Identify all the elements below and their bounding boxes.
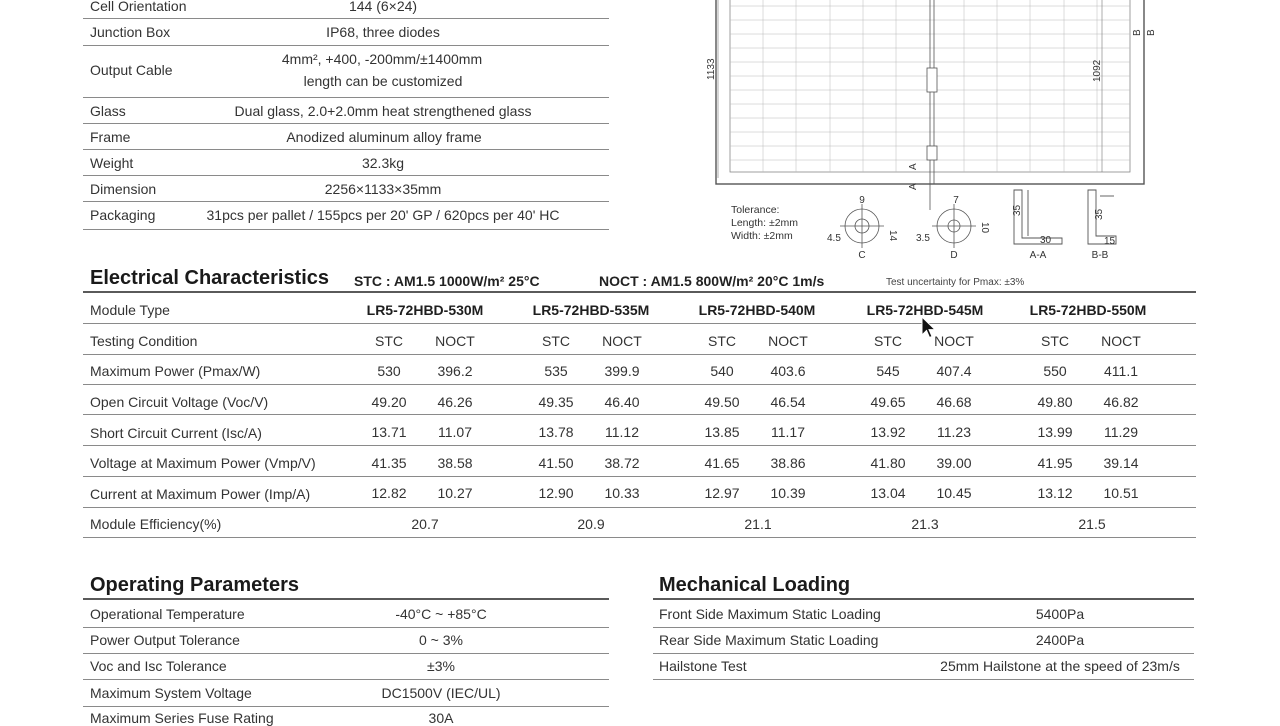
stc-header: STC bbox=[375, 333, 403, 349]
operating-value: -40°C ~ +85°C bbox=[395, 606, 487, 622]
spec-value-line2: length can be customized bbox=[303, 73, 463, 89]
spec-value: 4mm², +400, -200mm/±1400mm bbox=[281, 51, 483, 67]
cell: 49.50 bbox=[704, 394, 740, 410]
operating-label: Maximum System Voltage bbox=[90, 685, 252, 701]
spec-label: Weight bbox=[90, 155, 134, 171]
electrical-title: Electrical Characteristics bbox=[90, 267, 330, 289]
spec-value: Anodized aluminum alloy frame bbox=[286, 129, 482, 145]
efficiency-cell: 21.5 bbox=[1078, 516, 1106, 532]
stc-header: STC bbox=[708, 333, 736, 349]
noct-header: NOCT bbox=[602, 333, 642, 349]
detail-d-dim3: 3.5 bbox=[916, 233, 930, 244]
cell: 11.12 bbox=[605, 424, 639, 440]
spec-value: 144 (6×24) bbox=[348, 0, 418, 14]
cell: 12.82 bbox=[371, 485, 407, 501]
electrical-top-rule bbox=[83, 291, 1196, 293]
tolerance-length: Length: ±2mm bbox=[731, 217, 799, 229]
cell: 13.85 bbox=[704, 424, 740, 440]
cell: 12.97 bbox=[704, 485, 740, 501]
cell: 49.20 bbox=[371, 394, 407, 410]
cell: 12.90 bbox=[538, 485, 574, 501]
cell: 13.04 bbox=[870, 485, 906, 501]
cell: 13.71 bbox=[371, 424, 407, 440]
mechanical-label: Rear Side Maximum Static Loading bbox=[659, 632, 879, 648]
operating-label: Voc and Isc Tolerance bbox=[90, 658, 227, 674]
spec-value: 32.3kg bbox=[361, 155, 405, 171]
detail-aa-label: A-A bbox=[1029, 250, 1047, 261]
cell: 13.12 bbox=[1037, 485, 1073, 501]
row-divider bbox=[83, 507, 1196, 508]
detail-aa-dim2: 30 bbox=[1040, 235, 1052, 246]
mechanical-label: Front Side Maximum Static Loading bbox=[659, 606, 881, 622]
row-divider bbox=[83, 476, 1196, 477]
row-divider bbox=[83, 414, 1196, 415]
cell: 46.68 bbox=[936, 394, 972, 410]
cell: 49.65 bbox=[870, 394, 906, 410]
spec-label: Cell Orientation bbox=[90, 0, 187, 14]
stc-header: STC bbox=[874, 333, 902, 349]
cell: 396.2 bbox=[437, 363, 473, 379]
cell: 38.72 bbox=[604, 455, 640, 471]
operating-title: Operating Parameters bbox=[90, 574, 299, 596]
dimension-lines bbox=[718, 0, 1102, 178]
center-axis bbox=[927, 0, 937, 210]
efficiency-cell: 20.9 bbox=[577, 516, 605, 532]
cell: 46.26 bbox=[437, 394, 473, 410]
row-divider bbox=[83, 45, 609, 46]
section-marker-a: A bbox=[908, 163, 919, 170]
row-label: Short Circuit Current (Isc/A) bbox=[90, 425, 262, 441]
model-header: LR5-72HBD-545M bbox=[866, 302, 984, 318]
noct-header: NOCT bbox=[1101, 333, 1141, 349]
spec-label: Packaging bbox=[90, 207, 156, 223]
cell: 11.23 bbox=[937, 424, 971, 440]
operating-value: 0 ~ 3% bbox=[419, 632, 463, 648]
row-divider bbox=[653, 653, 1194, 654]
testing-condition-label: Testing Condition bbox=[90, 333, 198, 349]
row-divider bbox=[83, 229, 609, 230]
tolerance-width: Width: ±2mm bbox=[731, 230, 793, 242]
mechanical-top-rule bbox=[653, 598, 1194, 600]
row-divider bbox=[83, 627, 609, 628]
cell: 10.39 bbox=[770, 485, 806, 501]
cell: 11.29 bbox=[1104, 424, 1138, 440]
spec-value: 31pcs per pallet / 155pcs per 20' GP / 620pcs per 40' HC bbox=[206, 207, 560, 223]
model-header: LR5-72HBD-550M bbox=[1029, 302, 1147, 318]
row-divider bbox=[83, 537, 1196, 538]
spec-label: Glass bbox=[90, 103, 126, 119]
cell: 39.00 bbox=[936, 455, 972, 471]
detail-d-drawing bbox=[932, 204, 976, 248]
efficiency-cell: 21.1 bbox=[744, 516, 772, 532]
cell: 10.27 bbox=[437, 485, 473, 501]
row-label: Open Circuit Voltage (Voc/V) bbox=[90, 394, 269, 410]
operating-label: Power Output Tolerance bbox=[90, 632, 240, 648]
cell: 545 bbox=[876, 363, 900, 379]
cell: 11.07 bbox=[438, 424, 472, 440]
cell: 540 bbox=[710, 363, 734, 379]
cell: 41.95 bbox=[1037, 455, 1073, 471]
operating-value: DC1500V (IEC/UL) bbox=[381, 685, 501, 701]
cell: 550 bbox=[1043, 363, 1067, 379]
row-divider bbox=[653, 679, 1194, 680]
row-divider bbox=[83, 18, 609, 19]
detail-c-label: C bbox=[858, 250, 866, 261]
cell: 535 bbox=[544, 363, 568, 379]
detail-c-dim1: 9 bbox=[859, 195, 865, 206]
spec-value: 2256×1133×35mm bbox=[324, 181, 442, 197]
cell: 41.50 bbox=[538, 455, 574, 471]
detail-d-dim2: 10 bbox=[979, 222, 990, 234]
spec-label: Junction Box bbox=[90, 24, 171, 40]
cell: 407.4 bbox=[936, 363, 972, 379]
detail-bb-label: B-B bbox=[1091, 250, 1109, 261]
section-marker-b: B bbox=[1132, 29, 1143, 36]
cell: 38.58 bbox=[437, 455, 473, 471]
mechanical-title: Mechanical Loading bbox=[659, 574, 851, 596]
cell: 403.6 bbox=[770, 363, 806, 379]
cell: 41.35 bbox=[371, 455, 407, 471]
row-divider bbox=[83, 706, 609, 707]
noct-condition: NOCT : AM1.5 800W/m² 20°C 1m/s bbox=[599, 273, 825, 289]
row-label: Current at Maximum Power (Imp/A) bbox=[90, 486, 311, 502]
noct-header: NOCT bbox=[768, 333, 808, 349]
row-label: Maximum Power (Pmax/W) bbox=[90, 363, 261, 379]
model-header: LR5-72HBD-530M bbox=[366, 302, 484, 318]
cell: 13.92 bbox=[870, 424, 906, 440]
dim-height-label: 1133 bbox=[706, 58, 717, 80]
cell: 530 bbox=[377, 363, 401, 379]
operating-top-rule bbox=[83, 598, 609, 600]
noct-header: NOCT bbox=[435, 333, 475, 349]
cell: 38.86 bbox=[770, 455, 806, 471]
cell: 46.54 bbox=[770, 394, 806, 410]
row-divider bbox=[653, 627, 1194, 628]
test-uncertainty-note: Test uncertainty for Pmax: ±3% bbox=[886, 277, 1025, 288]
cell: 11.17 bbox=[771, 424, 805, 440]
stc-condition: STC : AM1.5 1000W/m² 25°C bbox=[354, 273, 540, 289]
mechanical-value: 2400Pa bbox=[1035, 632, 1085, 648]
detail-d-dim1: 7 bbox=[953, 195, 959, 206]
tolerance-title: Tolerance: bbox=[731, 204, 780, 216]
section-marker-a2: A bbox=[908, 183, 919, 190]
mechanical-value: 5400Pa bbox=[1035, 606, 1085, 622]
efficiency-label: Module Efficiency(%) bbox=[90, 516, 222, 532]
row-divider bbox=[83, 149, 609, 150]
efficiency-cell: 20.7 bbox=[411, 516, 439, 532]
dim-inner-height-label: 1092 bbox=[1092, 59, 1103, 82]
row-divider bbox=[83, 97, 609, 98]
model-header: LR5-72HBD-540M bbox=[698, 302, 816, 318]
detail-bb-dim2: 15 bbox=[1104, 236, 1116, 247]
detail-bb-dim1: 35 bbox=[1094, 208, 1105, 220]
cell: 49.35 bbox=[538, 394, 574, 410]
operating-value: 30A bbox=[428, 710, 454, 726]
cell: 13.99 bbox=[1037, 424, 1073, 440]
detail-aa-dim1: 35 bbox=[1012, 204, 1023, 216]
spec-label: Output Cable bbox=[90, 62, 173, 78]
noct-header: NOCT bbox=[934, 333, 974, 349]
row-divider bbox=[83, 679, 609, 680]
stc-header: STC bbox=[1041, 333, 1069, 349]
spec-label: Dimension bbox=[90, 181, 157, 197]
detail-c-drawing bbox=[840, 204, 884, 248]
cell: 10.33 bbox=[604, 485, 640, 501]
row-divider bbox=[83, 123, 609, 124]
detail-d-label: D bbox=[950, 250, 958, 261]
cell: 46.82 bbox=[1103, 394, 1139, 410]
row-divider bbox=[83, 323, 1196, 324]
row-divider bbox=[83, 175, 609, 176]
stc-header: STC bbox=[542, 333, 570, 349]
cell: 399.9 bbox=[604, 363, 640, 379]
cell: 10.45 bbox=[936, 485, 972, 501]
cell: 39.14 bbox=[1103, 455, 1139, 471]
efficiency-cell: 21.3 bbox=[911, 516, 939, 532]
cell: 10.51 bbox=[1103, 485, 1139, 501]
detail-aa-profile bbox=[1014, 190, 1062, 244]
cell: 13.78 bbox=[538, 424, 574, 440]
module-type-label: Module Type bbox=[90, 302, 170, 318]
spec-label: Frame bbox=[90, 129, 131, 145]
module-drawing bbox=[690, 0, 1210, 265]
row-divider bbox=[83, 653, 609, 654]
model-header: LR5-72HBD-535M bbox=[532, 302, 650, 318]
operating-label: Operational Temperature bbox=[90, 606, 245, 622]
cell: 411.1 bbox=[1104, 363, 1138, 379]
mouse-cursor-icon bbox=[921, 316, 937, 340]
cell: 41.65 bbox=[704, 455, 740, 471]
operating-label: Maximum Series Fuse Rating bbox=[90, 710, 274, 726]
detail-c-dim3: 4.5 bbox=[827, 233, 841, 244]
row-divider bbox=[83, 201, 609, 202]
spec-value: Dual glass, 2.0+2.0mm heat strengthened glass bbox=[234, 103, 532, 119]
row-divider bbox=[83, 354, 1196, 355]
row-label: Voltage at Maximum Power (Vmp/V) bbox=[90, 455, 316, 471]
row-divider bbox=[83, 384, 1196, 385]
section-marker-b2: B bbox=[1146, 29, 1157, 36]
spec-value: IP68, three diodes bbox=[326, 24, 440, 40]
detail-c-dim2: 14 bbox=[887, 230, 898, 242]
row-divider bbox=[83, 445, 1196, 446]
cell: 41.80 bbox=[870, 455, 906, 471]
mechanical-label: Hailstone Test bbox=[659, 658, 747, 674]
cell: 49.80 bbox=[1037, 394, 1073, 410]
mechanical-value: 25mm Hailstone at the speed of 23m/s bbox=[940, 658, 1180, 674]
operating-value: ±3% bbox=[427, 658, 455, 674]
cell: 46.40 bbox=[604, 394, 640, 410]
